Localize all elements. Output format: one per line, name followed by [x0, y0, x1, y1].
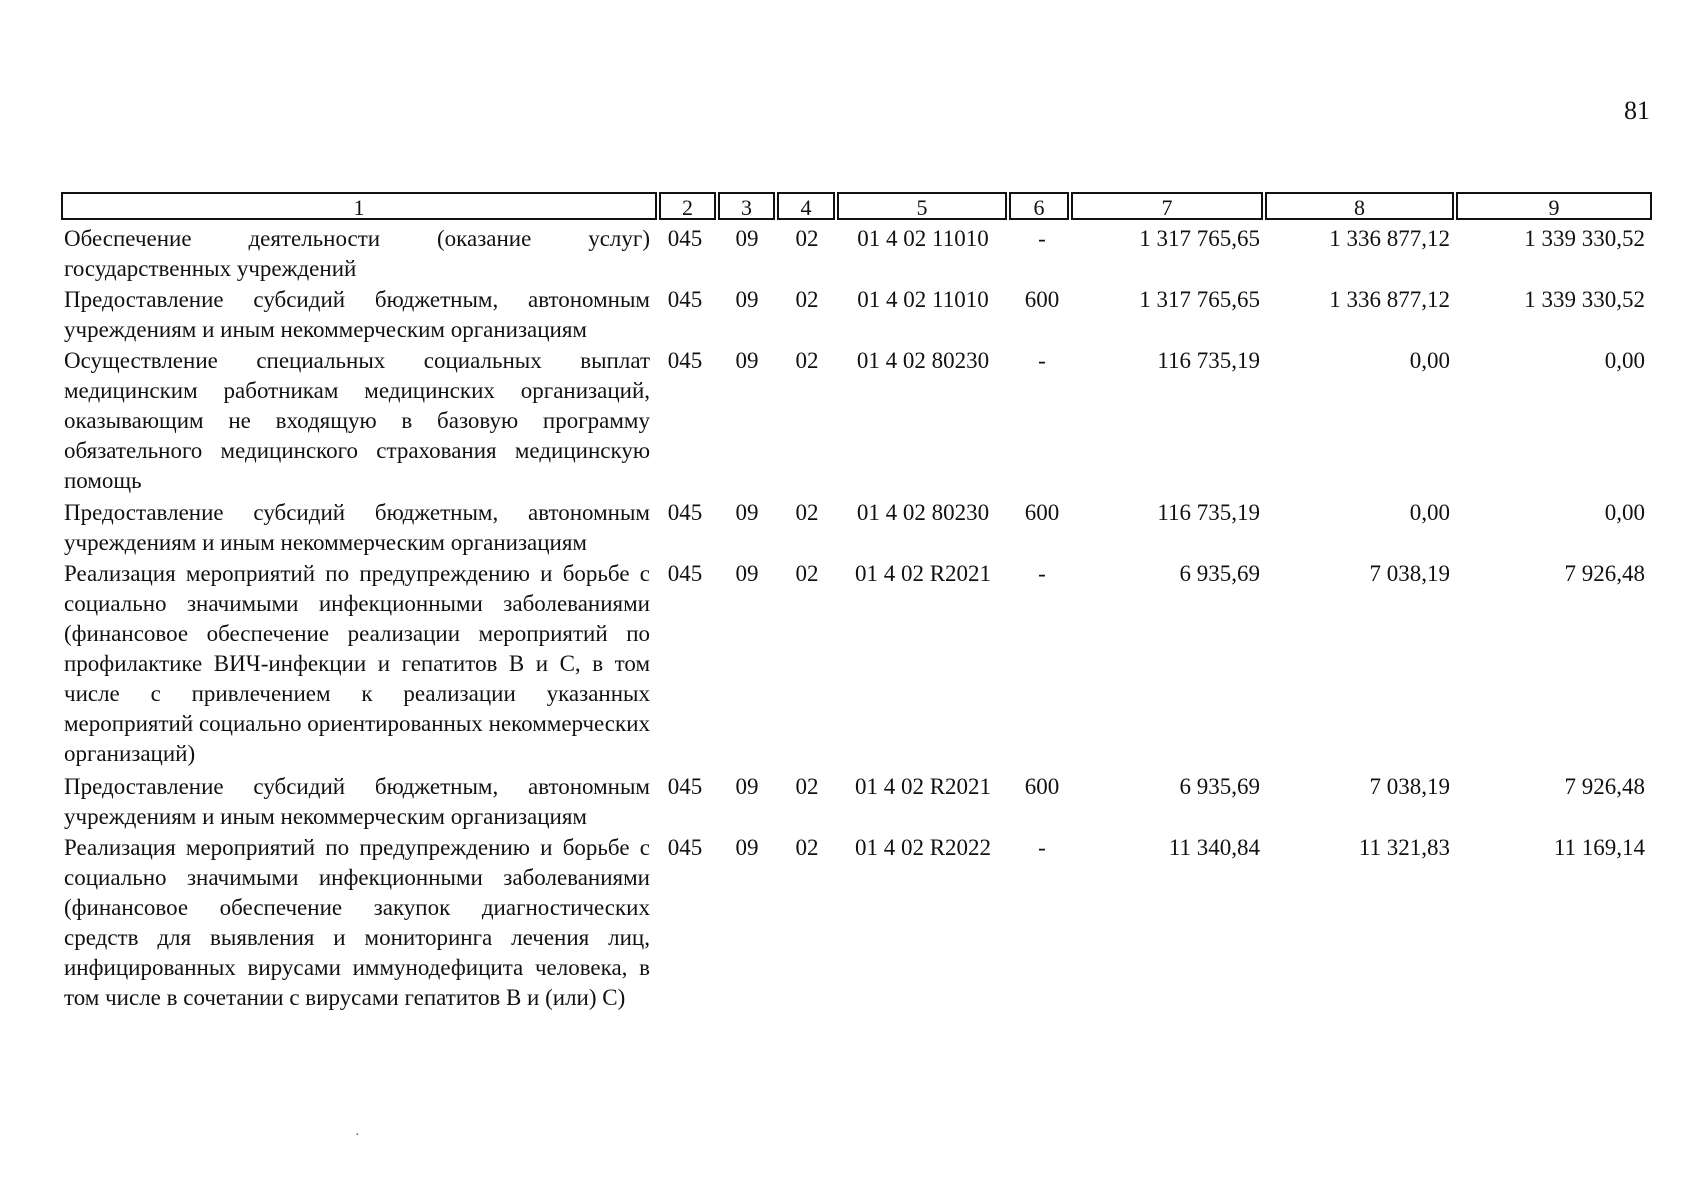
- row-admin-code: 045: [667, 561, 703, 586]
- header-col-8: 8: [1265, 192, 1454, 220]
- row-admin-code: 045: [667, 774, 703, 799]
- row-amount-col-7: 1 317 765,65: [1139, 226, 1260, 251]
- page-number: 81: [1624, 96, 1650, 125]
- row-amount-col-9: 1 339 330,52: [1524, 287, 1645, 312]
- row-expense-type: 600: [1024, 774, 1060, 799]
- row-amount-col-9: 7 926,48: [1564, 774, 1645, 799]
- row-description: Реализация мероприятий по предупреждению и борьбе с социально значимыми инфекционными заболеваниями (финансовое обеспечение закупок диагностических средств для выявления и мониторинга лечения лиц, инфицированных вирусами иммунодефицита человека, в том числе в сочетании с вирусами гепатитов В и (или) С): [64, 835, 650, 1010]
- header-col-5: 5: [837, 192, 1007, 220]
- header-col-6: 6: [1009, 192, 1069, 220]
- row-subsection-code: 02: [795, 500, 819, 525]
- row-description: Предоставление субсидий бюджетным, автономным учреждениям и иным некоммерческим организациям: [64, 500, 650, 555]
- row-amount-col-9: 7 926,48: [1564, 561, 1645, 586]
- row-amount-col-9: 1 339 330,52: [1524, 226, 1645, 251]
- row-subsection-code: 02: [795, 835, 819, 860]
- row-description: Обеспечение деятельности (оказание услуг) государственных учреждений: [64, 226, 650, 281]
- row-amount-col-7: 1 317 765,65: [1139, 287, 1260, 312]
- row-amount-col-7: 116 735,19: [1157, 348, 1260, 373]
- row-admin-code: 045: [667, 500, 703, 525]
- row-section-code: 09: [735, 561, 759, 586]
- row-amount-col-7: 116 735,19: [1157, 500, 1260, 525]
- row-amount-col-9: 0,00: [1604, 348, 1645, 373]
- table-header-row: [61, 192, 1652, 222]
- row-amount-col-7: 6 935,69: [1179, 774, 1260, 799]
- row-expense-type: -: [1038, 835, 1046, 860]
- header-col-3: 3: [718, 192, 775, 220]
- row-description: Предоставление субсидий бюджетным, автономным учреждениям и иным некоммерческим организациям: [64, 287, 650, 342]
- row-target-article: 01 4 02 R2021: [854, 561, 992, 586]
- header-col-2: 2: [659, 192, 716, 220]
- row-description: Реализация мероприятий по предупреждению и борьбе с социально значимыми инфекционными заболеваниями (финансовое обеспечение реализации мероприятий по профилактике ВИЧ-инфекции и гепатитов В и С, в том числе с привлечением к реализации указанных мероприятий социально ориентированных некоммерческих организаций): [64, 561, 650, 766]
- row-description: Предоставление субсидий бюджетным, автономным учреждениям и иным некоммерческим организациям: [64, 774, 650, 829]
- row-admin-code: 045: [667, 348, 703, 373]
- row-amount-col-8: 1 336 877,12: [1329, 287, 1450, 312]
- row-subsection-code: 02: [795, 226, 819, 251]
- row-admin-code: 045: [667, 226, 703, 251]
- row-section-code: 09: [735, 774, 759, 799]
- row-section-code: 09: [735, 226, 759, 251]
- row-amount-col-8: 0,00: [1409, 500, 1450, 525]
- scan-speck: ·: [355, 1128, 360, 1143]
- header-col-1: 1: [61, 192, 657, 220]
- row-subsection-code: 02: [795, 561, 819, 586]
- row-amount-col-8: 7 038,19: [1369, 561, 1450, 586]
- row-amount-col-8: 11 321,83: [1358, 835, 1450, 860]
- row-target-article: 01 4 02 11010: [857, 226, 989, 251]
- row-section-code: 09: [735, 348, 759, 373]
- row-amount-col-8: 0,00: [1409, 348, 1450, 373]
- row-target-article: 01 4 02 R2022: [854, 835, 992, 860]
- row-subsection-code: 02: [795, 348, 819, 373]
- header-col-4: 4: [777, 192, 835, 220]
- row-amount-col-7: 11 340,84: [1168, 835, 1260, 860]
- row-target-article: 01 4 02 80230: [856, 500, 990, 525]
- row-target-article: 01 4 02 R2021: [854, 774, 992, 799]
- row-expense-type: -: [1038, 561, 1046, 586]
- row-description: Осуществление специальных социальных выплат медицинским работникам медицинских организаций, оказывающим не входящую в базовую программу обязательного медицинского страхования медицинскую помощь: [64, 348, 650, 493]
- row-subsection-code: 02: [795, 774, 819, 799]
- row-subsection-code: 02: [795, 287, 819, 312]
- row-admin-code: 045: [667, 835, 703, 860]
- row-amount-col-9: 0,00: [1604, 500, 1645, 525]
- row-target-article: 01 4 02 80230: [856, 348, 990, 373]
- row-admin-code: 045: [667, 287, 703, 312]
- row-amount-col-7: 6 935,69: [1179, 561, 1260, 586]
- row-expense-type: 600: [1024, 500, 1060, 525]
- row-section-code: 09: [735, 500, 759, 525]
- row-section-code: 09: [735, 835, 759, 860]
- row-expense-type: -: [1038, 226, 1046, 251]
- row-section-code: 09: [735, 287, 759, 312]
- row-amount-col-8: 7 038,19: [1369, 774, 1450, 799]
- header-col-9: 9: [1456, 192, 1652, 220]
- row-target-article: 01 4 02 11010: [857, 287, 989, 312]
- row-amount-col-8: 1 336 877,12: [1329, 226, 1450, 251]
- header-col-7: 7: [1071, 192, 1263, 220]
- row-amount-col-9: 11 169,14: [1553, 835, 1645, 860]
- row-expense-type: 600: [1024, 287, 1060, 312]
- row-expense-type: -: [1038, 348, 1046, 373]
